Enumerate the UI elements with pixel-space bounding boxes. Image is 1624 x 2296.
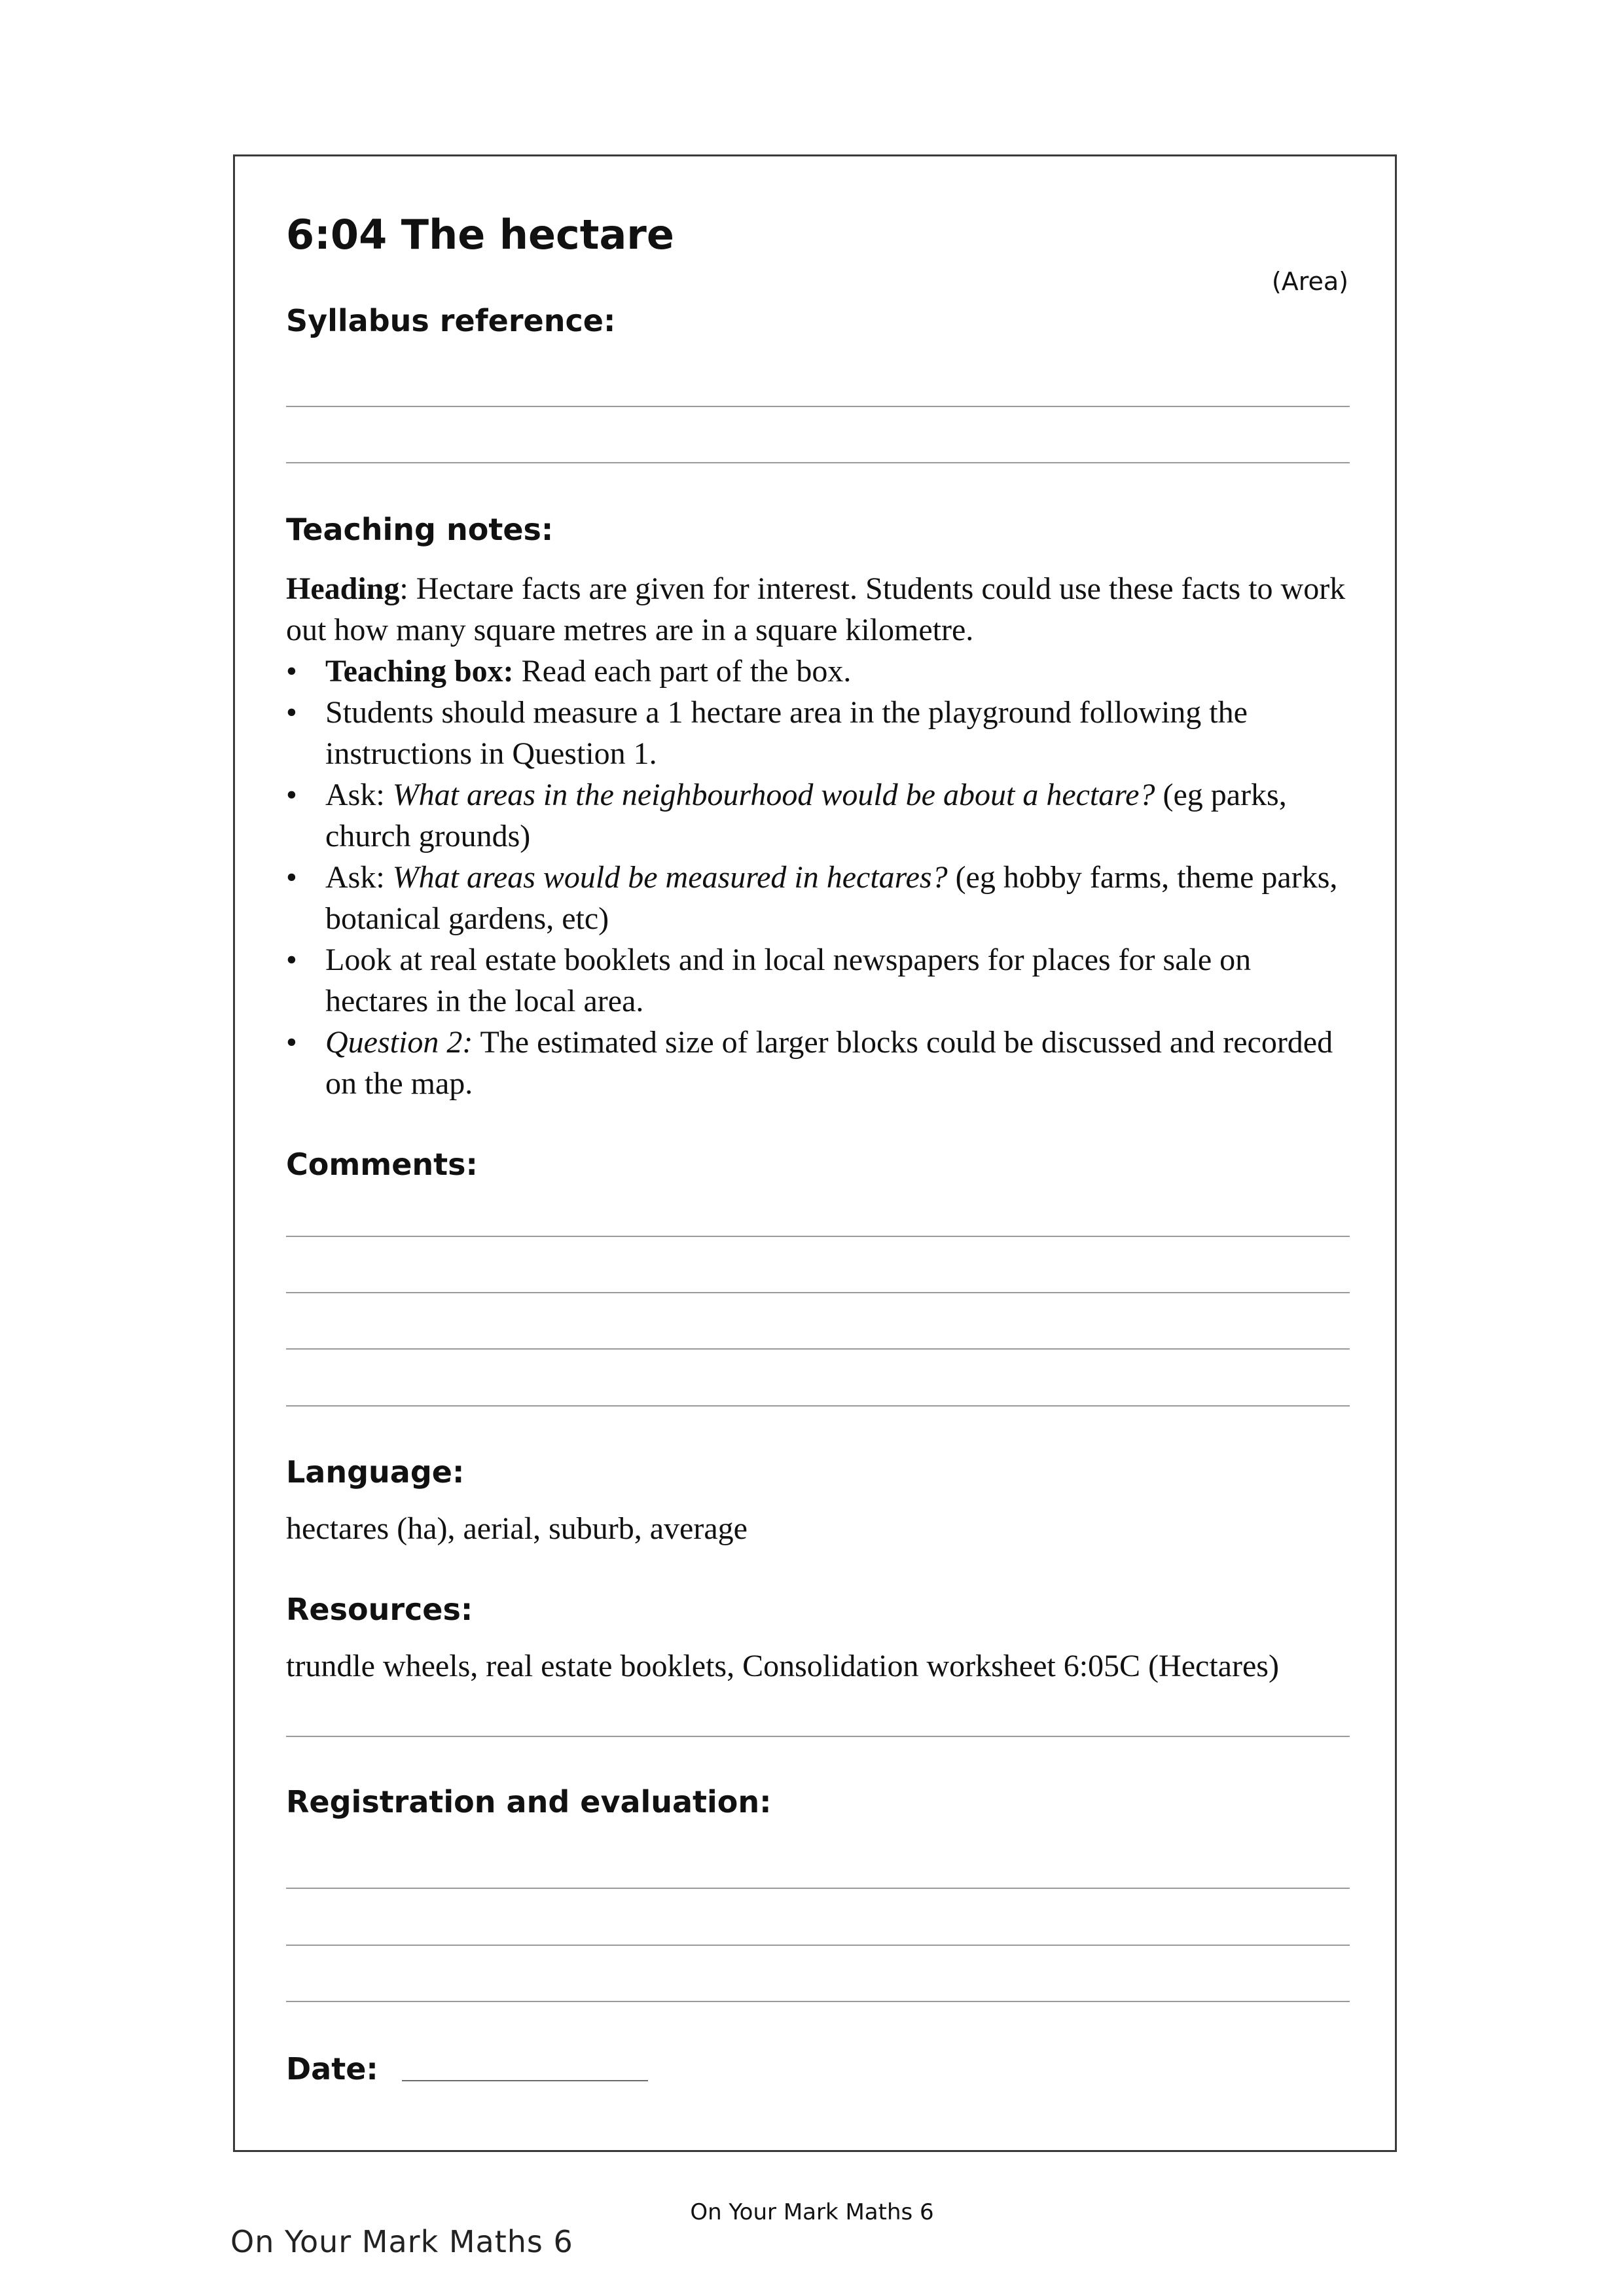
comments-line-3 bbox=[286, 1348, 1350, 1350]
bullet-italic: What areas would be measured in hectares? bbox=[392, 860, 948, 895]
comments-heading: Comments: bbox=[286, 1147, 478, 1182]
intro-heading-label: Heading bbox=[286, 571, 400, 606]
registration-line-2 bbox=[286, 1945, 1350, 1946]
list-item bbox=[286, 939, 1360, 1022]
bullet-text: The estimated size of larger blocks could be discussed and recorded on the map. bbox=[325, 1025, 1333, 1101]
comments-line-1 bbox=[286, 1236, 1350, 1237]
date-field-line bbox=[402, 2080, 648, 2081]
footer-center-text: On Your Mark Maths 6 bbox=[690, 2199, 934, 2225]
resources-heading: Resources: bbox=[286, 1592, 473, 1627]
bullet-italic: What areas in the neighbourhood would be about a hectare? bbox=[392, 778, 1155, 812]
bullet-bold: Teaching box: bbox=[325, 654, 514, 689]
topic-tag: (Area) bbox=[1271, 267, 1348, 296]
comments-line-4 bbox=[286, 1405, 1350, 1407]
bullet-prefix: Ask: bbox=[325, 860, 393, 895]
registration-line-1 bbox=[286, 1888, 1350, 1889]
teaching-notes-intro bbox=[286, 568, 1360, 651]
resources-text: trundle wheels, real estate booklets, Consolidation worksheet 6:05C (Hectares) bbox=[286, 1649, 1279, 1683]
list-item bbox=[286, 692, 1360, 774]
date-label: Date: bbox=[286, 2051, 378, 2087]
page-title: 6:04 The hectare bbox=[286, 211, 674, 259]
registration-heading: Registration and evaluation: bbox=[286, 1784, 772, 1820]
list-item bbox=[286, 651, 1360, 692]
list-item bbox=[286, 857, 1360, 939]
comments-line-2 bbox=[286, 1292, 1350, 1293]
list-item bbox=[286, 774, 1360, 857]
syllabus-line-2 bbox=[286, 462, 1350, 463]
footer-left-text: On Your Mark Maths 6 bbox=[230, 2224, 573, 2259]
bullet-prefix: Ask: bbox=[325, 778, 393, 812]
list-item bbox=[286, 1022, 1360, 1104]
bullet-text: Read each part of the box. bbox=[513, 654, 852, 689]
bullet-text: Look at real estate booklets and in local newspapers for places for sale on hectares in the local area. bbox=[325, 942, 1252, 1018]
syllabus-line-1 bbox=[286, 406, 1350, 407]
teaching-notes-list bbox=[286, 651, 1360, 1104]
intro-text: : Hectare facts are given for interest. Students could use these facts to work out how many square metres are in a square kilometre. bbox=[286, 571, 1346, 647]
bullet-text: (eg parks, church grounds) bbox=[325, 778, 1287, 853]
bullet-italic: Question 2: bbox=[325, 1025, 473, 1060]
registration-line-3 bbox=[286, 2001, 1350, 2002]
bullet-text: (eg hobby farms, theme parks, botanical gardens, etc) bbox=[325, 860, 1338, 936]
teaching-notes-heading: Teaching notes: bbox=[286, 512, 554, 547]
resources-line bbox=[286, 1736, 1350, 1737]
language-text: hectares (ha), aerial, suburb, average bbox=[286, 1511, 748, 1546]
language-heading: Language: bbox=[286, 1454, 465, 1490]
bullet-text: Students should measure a 1 hectare area in the playground following the instructions in Question 1. bbox=[325, 695, 1248, 771]
syllabus-heading: Syllabus reference: bbox=[286, 303, 616, 338]
